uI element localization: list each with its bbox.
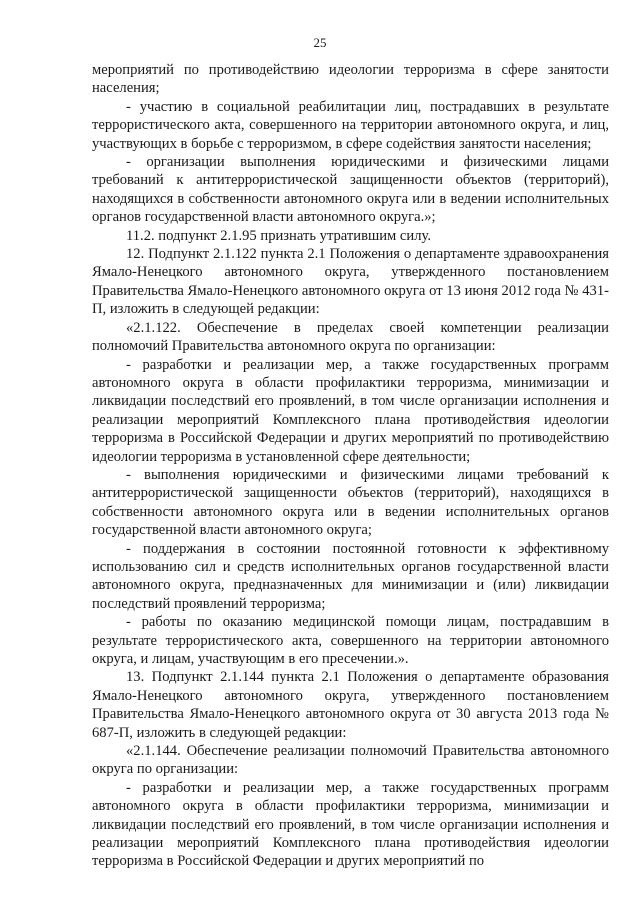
paragraph: - поддержания в состоянии постоянной готовности к эффективному использованию сил и средств исполнительных органов государственной власти автономного округа, предназначенных для минимизации и (или) ликвидации последствий проявлений терроризма; — [92, 540, 609, 612]
page-number: 25 — [313, 35, 327, 50]
paragraph: - разработки и реализации мер, а также государственных программ автономного округа в области профилактики терроризма, минимизации и ликвидации последствий его проявлений, в том числе организации исполнения и реализации мероприятий Комплексного плана противодействия идеологии терроризма в Российской Федерации и других мероприятий по — [92, 779, 609, 870]
paragraph: «2.1.144. Обеспечение реализации полномочий Правительства автономного округа по организации: — [92, 743, 609, 778]
paragraph: - организации выполнения юридическими и физическими лицами требований к антитеррористической защищенности объектов (территорий), находящихся в собственности автономного округа или в ведении исполнительных органов государственной власти автономного округа.»; — [92, 154, 609, 226]
paragraph: 12. Подпункт 2.1.122 пункта 2.1 Положения о департаменте здравоохранения Ямало-Ненецкого автономного округа, утвержденного постановлением Правительства Ямало-Ненецкого автономного округа от 13 июня 2012 года № 431-П, изложить в следующей редакции: — [92, 246, 609, 318]
paragraph: мероприятий по противодействию идеологии терроризма в сфере занятости населения; — [92, 62, 609, 97]
paragraph: 11.2. подпункт 2.1.95 признать утратившим силу. — [126, 227, 431, 244]
paragraph: - выполнения юридическими и физическими лицами требований к антитеррористической защищенности объектов (территорий), находящихся в собственности автономного округа или в ведении исполнительных органов государственной власти автономного округа; — [92, 466, 609, 539]
paragraph: - работы по оказанию медицинской помощи лицам, пострадавшим в результате террористического акта, совершенного на территории автономного округа, и лицам, участвующим в его пресечении.». — [92, 614, 609, 667]
document-body — [92, 61, 609, 871]
paragraph: - участию в социальной реабилитации лиц, пострадавших в результате террористического акта, совершенного на территории автономного округа, и лиц, участвующих в борьбе с терроризмом, в сфере содействия занятости населения; — [92, 98, 609, 152]
paragraph: 13. Подпункт 2.1.144 пункта 2.1 Положения о департаменте образования Ямало-Ненецкого автономного округа, утвержденного постановлением Правительства Ямало-Ненецкого автономного округа от 30 августа 2013 года № 687-П, изложить в следующей редакции: — [92, 669, 609, 741]
paragraph: - разработки и реализации мер, а также государственных программ автономного округа в области профилактики терроризма, минимизации и ликвидации последствий его проявлений, в том числе организации исполнения и реализации мероприятий Комплексного плана противодействия идеологии терроризма в Российской Федерации и других мероприятий по противодействию идеологии терроризма в установленной сфере деятельности; — [92, 356, 609, 465]
paragraph: «2.1.122. Обеспечение в пределах своей компетенции реализации полномочий Правительства автономного округа по организации: — [92, 319, 609, 355]
